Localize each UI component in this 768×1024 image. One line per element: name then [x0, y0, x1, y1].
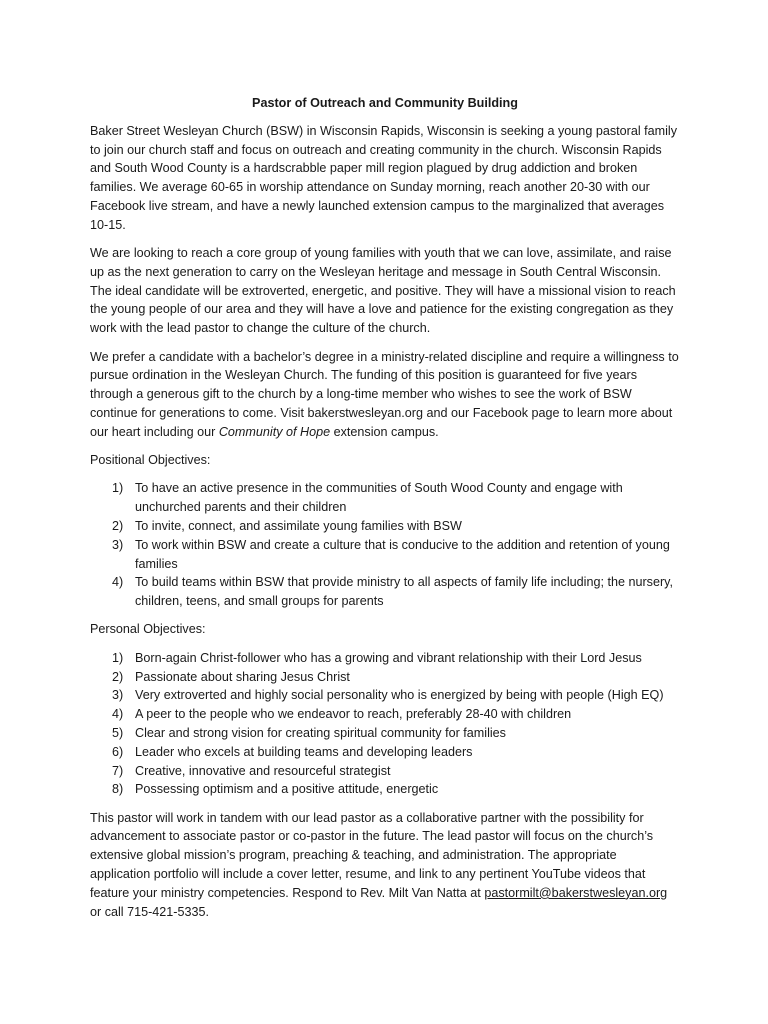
list-number: 1)	[112, 481, 124, 496]
list-item	[90, 762, 680, 781]
list-item	[90, 780, 680, 799]
email-link[interactable]: pastormilt@bakerstwesleyan.org	[484, 885, 668, 900]
list-text: To invite, connect, and assimilate young families with BSW	[135, 518, 462, 533]
list-number: 4)	[112, 707, 124, 722]
closing-phone: or call 715-421-5335.	[90, 904, 210, 919]
list-number: 2)	[112, 518, 124, 533]
closing-text: This pastor will work in tandem with our lead pastor as a collaborative partner with the possibility for advancement to associate pastor or co-pastor in the future. The lead pastor will focus on the church’s extensive global mission’s program, preaching & teaching, and administration. The appropriate application portfolio will include a cover letter, resume, and link to any pertinent YouTube videos that feature your ministry competencies. Respond to Rev. Milt Van Natta at	[90, 810, 654, 900]
personal-list	[90, 649, 680, 799]
list-item	[90, 724, 680, 743]
list-text: Leader who excels at building teams and developing leaders	[135, 744, 473, 759]
list-item	[90, 649, 680, 668]
requirements-text: We prefer a candidate with a bachelor’s degree in a ministry-related discipline and require a willingness to pursue ordination in the Wesleyan Church. The funding of this position is guaranteed for five years through a generous gift to the church by a long-time member who wishes to see the work of BSW continue for generations to come. Visit bakerstwesleyan.org and our Facebook page to learn more about our heart including our	[90, 349, 679, 439]
requirements-text-end: extension campus.	[330, 424, 439, 439]
list-number: 4)	[112, 575, 124, 590]
list-number: 6)	[112, 744, 124, 759]
list-text: Clear and strong vision for creating spiritual community for families	[135, 725, 506, 740]
requirements-paragraph	[90, 348, 680, 442]
list-text: To build teams within BSW that provide ministry to all aspects of family life including; the nursery, children, teens, and small groups for parents	[135, 575, 674, 609]
list-item	[90, 686, 680, 705]
page-title: Pastor of Outreach and Community Building	[252, 96, 518, 110]
positional-list	[90, 479, 680, 611]
list-number: 3)	[112, 688, 124, 703]
list-number: 3)	[112, 537, 124, 552]
list-number: 1)	[112, 650, 124, 665]
list-item	[90, 705, 680, 724]
list-number: 2)	[112, 669, 124, 684]
vision-paragraph: We are looking to reach a core group of young families with youth that we can love, assimilate, and raise up as the next generation to carry on the Wesleyan heritage and message in South Central Wisconsin. The ideal candidate will be extroverted, energetic, and positive. They will have a missional vision to reach the young people of our area and they will have a love and patience for the existing congregation as they work with the lead pastor to change the culture of the church.	[90, 246, 676, 336]
list-text: Born-again Christ-follower who has a growing and vibrant relationship with their Lord Jesus	[135, 650, 642, 665]
list-text: Passionate about sharing Jesus Christ	[135, 669, 350, 684]
list-item	[90, 668, 680, 687]
list-item	[90, 479, 680, 517]
list-number: 7)	[112, 763, 124, 778]
list-number: 5)	[112, 725, 124, 740]
list-item	[90, 536, 680, 574]
list-item	[90, 743, 680, 762]
intro-paragraph: Baker Street Wesleyan Church (BSW) in Wisconsin Rapids, Wisconsin is seeking a young pastoral family to join our church staff and focus on outreach and creating community in the church. Wisconsin Rapids and South Wood County is a hardscrabble paper mill region plagued by drug addiction and broken families. We average 60-65 in worship attendance on Sunday morning, reach another 20-30 with our Facebook live stream, and have a newly launched extension campus to the marginalized that averages 10-15.	[90, 123, 678, 232]
list-item	[90, 573, 680, 611]
list-text: To work within BSW and create a culture that is conducive to the addition and retention of young families	[135, 537, 670, 571]
personal-heading: Personal Objectives:	[90, 622, 206, 637]
closing-paragraph	[90, 809, 680, 922]
list-text: Very extroverted and highly social personality who is energized by being with people (High EQ)	[135, 688, 664, 703]
list-text: To have an active presence in the communities of South Wood County and engage with unchurched parents and their children	[135, 481, 623, 515]
list-text: Possessing optimism and a positive attitude, energetic	[135, 782, 439, 797]
document-page	[90, 94, 680, 931]
campus-name: Community of Hope	[218, 424, 331, 439]
list-text: A peer to the people who we endeavor to reach, preferably 28-40 with children	[135, 707, 572, 722]
list-text: Creative, innovative and resourceful strategist	[135, 763, 391, 778]
list-item	[90, 517, 680, 536]
positional-heading: Positional Objectives:	[90, 453, 211, 468]
list-number: 8)	[112, 782, 124, 797]
